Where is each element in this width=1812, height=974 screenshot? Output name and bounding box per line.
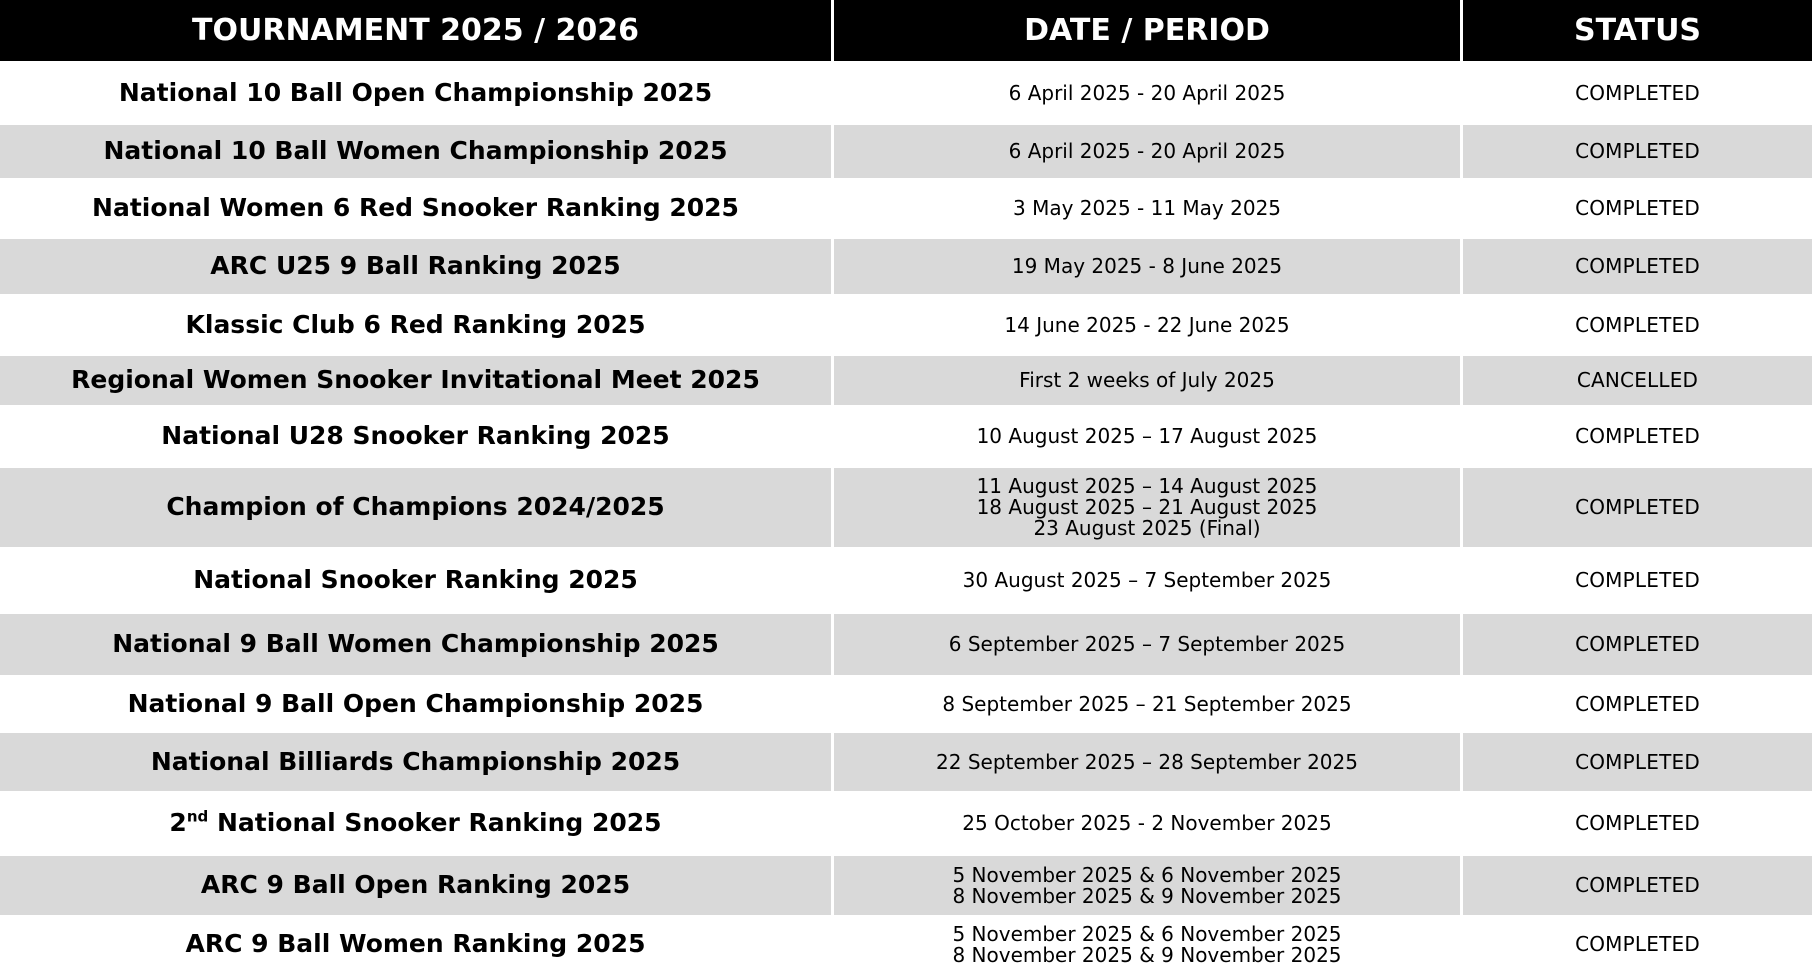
date-line: 3 May 2025 - 11 May 2025 [1012,196,1282,220]
tournament-date [834,294,1463,356]
date-line: 23 August 2025 (Final) [1033,516,1261,540]
ordinal-suffix: nd [186,808,209,827]
table-row [0,675,1812,733]
status-badge: COMPLETED [1463,614,1812,675]
status-badge: COMPLETED [1463,791,1812,856]
tournament-name: ARC 9 Ball Open Ranking 2025 [0,856,834,915]
table-row [0,791,1812,856]
date-line: 8 November 2025 & 9 November 2025 [952,883,1342,908]
tournament-name: National Snooker Ranking 2025 [0,547,834,614]
tournament-name: Champion of Champions 2024/2025 [0,468,834,547]
date-line: 25 October 2025 - 2 November 2025 [962,811,1332,835]
header-status: STATUS [1463,0,1812,61]
date-line: 6 September 2025 – 7 September 2025 [948,632,1346,656]
tournament-date [834,178,1463,239]
tournament-date [834,405,1463,468]
header-date: DATE / PERIOD [834,0,1463,61]
status-badge: COMPLETED [1463,405,1812,468]
table-row [0,856,1812,915]
date-line: 22 September 2025 – 28 September 2025 [936,749,1358,774]
header-tournament: TOURNAMENT 2025 / 2026 [0,0,834,61]
tournament-name: National Women 6 Red Snooker Ranking 2025 [0,178,834,239]
tournament-date [834,61,1463,125]
status-badge: CANCELLED [1463,356,1812,405]
table-row [0,614,1812,675]
tournament-date [834,915,1463,974]
status-badge: COMPLETED [1463,733,1812,791]
tournament-date [834,547,1463,614]
tournament-name: National Billiards Championship 2025 [0,733,834,791]
header-row [0,0,1812,61]
date-line: 6 April 2025 - 20 April 2025 [1008,139,1286,163]
table-row [0,61,1812,125]
tournament-name: National 10 Ball Women Championship 2025 [0,125,834,178]
table-row [0,733,1812,791]
date-line: 10 August 2025 – 17 August 2025 [976,424,1318,448]
table-row [0,294,1812,356]
date-line: 8 November 2025 & 9 November 2025 [952,942,1342,967]
tournament-name-text: National Snooker Ranking 2025 [208,808,662,838]
status-badge: COMPLETED [1463,178,1812,239]
table-row [0,915,1812,974]
status-badge: COMPLETED [1463,239,1812,294]
tournament-name: National 10 Ball Open Championship 2025 [0,61,834,125]
date-line: 8 September 2025 – 21 September 2025 [942,691,1352,716]
date-line: First 2 weeks of July 2025 [1019,368,1275,392]
tournament-name: National U28 Snooker Ranking 2025 [0,405,834,468]
date-line: 19 May 2025 - 8 June 2025 [1011,254,1283,278]
status-badge: COMPLETED [1463,294,1812,356]
status-badge: COMPLETED [1463,675,1812,733]
tournament-name: ARC U25 9 Ball Ranking 2025 [0,239,834,294]
table-row [0,239,1812,294]
date-line: 14 June 2025 - 22 June 2025 [1004,312,1290,337]
tournament-date [834,356,1463,405]
date-line: 18 August 2025 – 21 August 2025 [976,495,1318,519]
date-line: 6 April 2025 - 20 April 2025 [1008,80,1286,105]
tournament-date [834,614,1463,675]
tournament-name: ARC 9 Ball Women Ranking 2025 [0,915,834,974]
date-line: 5 November 2025 & 6 November 2025 [952,862,1342,887]
tournament-date [834,733,1463,791]
table-row [0,405,1812,468]
status-badge: COMPLETED [1463,61,1812,125]
status-badge: COMPLETED [1463,125,1812,178]
tournament-name [0,791,834,856]
status-badge: COMPLETED [1463,915,1812,974]
tournament-date [834,239,1463,294]
table-row [0,356,1812,405]
date-line: 5 November 2025 & 6 November 2025 [952,921,1342,946]
table-row [0,547,1812,614]
date-line: 30 August 2025 – 7 September 2025 [962,568,1332,592]
tournament-name: National 9 Ball Women Championship 2025 [0,614,834,675]
table-row [0,125,1812,178]
tournament-date [834,856,1463,915]
tournament-date [834,468,1463,547]
tournament-name: Klassic Club 6 Red Ranking 2025 [0,294,834,356]
tournament-name: Regional Women Snooker Invitational Meet 2025 [0,356,834,405]
tournament-name: National 9 Ball Open Championship 2025 [0,675,834,733]
status-badge: COMPLETED [1463,468,1812,547]
status-badge: COMPLETED [1463,547,1812,614]
date-line: 11 August 2025 – 14 August 2025 [976,474,1318,498]
tournament-date [834,675,1463,733]
tournament-date [834,791,1463,856]
status-badge: COMPLETED [1463,856,1812,915]
table-row [0,468,1812,547]
table-row [0,178,1812,239]
ordinal-number: 2 [169,808,187,838]
tournament-date [834,125,1463,178]
